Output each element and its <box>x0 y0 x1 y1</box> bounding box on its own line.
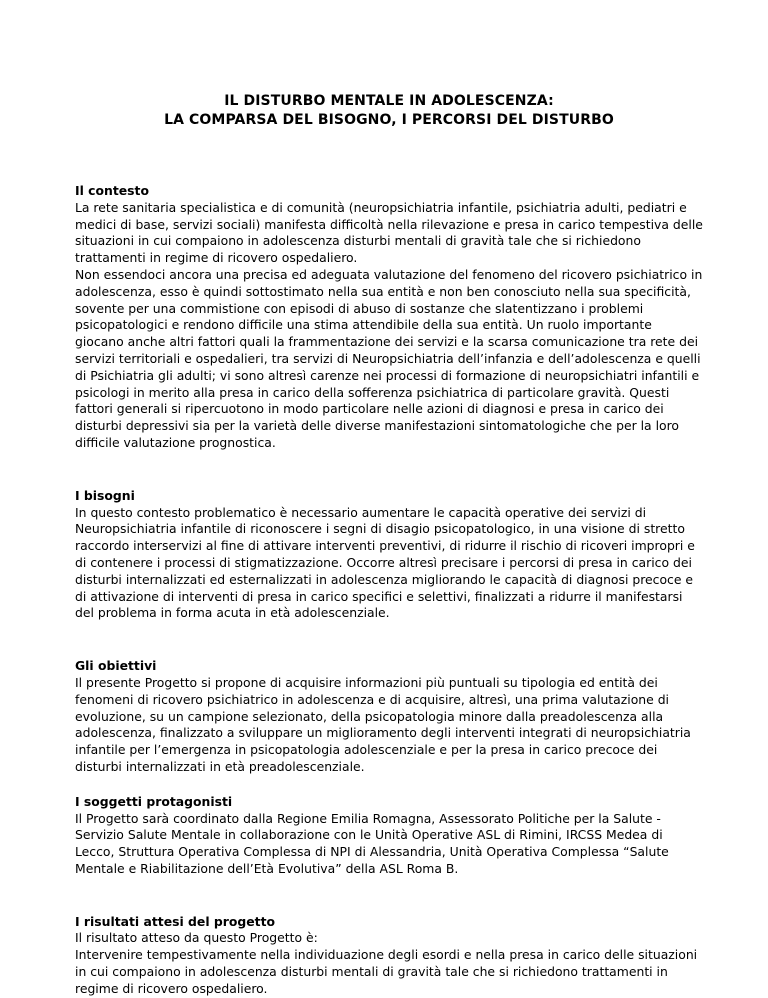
section-heading-soggetti: I soggetti protagonisti <box>75 793 233 809</box>
paragraph: Intervenire tempestivamente nella individuazione degli esordi e nella presa in carico delle situazioni in cui compaiono in adolescenza disturbi mentali di gravità tale che si richiedono trattamenti in regime di ricovero ospedaliero. <box>75 947 698 996</box>
paragraph: Il presente Progetto si propone di acquisire informazioni più puntuali su tipologia ed entità dei fenomeni di ricovero psichiatrico in adolescenza e di acquisire, altresì, una prima valutazione di evoluzione, su un campione selezionato, della psicopatologia minore dalla preadolescenza alla adolescenza, finalizzato a sviluppare un miglioramento degli interventi integrati di neuropsichiatria infantile per l’emergenza in psicopatologia adolescenziale e per la presa in carico precoce dei disturbi internalizzati in età preadolescenziale. <box>75 674 691 774</box>
title-line-2: LA COMPARSA DEL BISOGNO, I PERCORSI DEL DISTURBO <box>164 112 614 128</box>
paragraph: Il risultato atteso da questo Progetto è: <box>75 930 318 946</box>
section-heading-obiettivi: Gli obiettivi <box>75 658 157 674</box>
paragraph: In questo contesto problematico è necessario aumentare le capacità operative dei servizi di Neuropsichiatria infantile di riconoscere i segni di disagio psicopatologico, in una visione di stretto raccordo interservizi al fine di attivare interventi preventivi, di ridurre il rischio di ricoveri impropri e di contenere i processi di stigmatizzazione. Occorre altresì precisare i percorsi di presa in carico dei disturbi internalizzati ed esternalizzati in adolescenza migliorando le capacità di diagnosi precoce e di attivazione di interventi di presa in carico specifici e selettivi, finalizzati a ridurre il manifestarsi del problema in forma acuta in età adolescenziale. <box>75 504 695 621</box>
document-title <box>75 92 703 130</box>
paragraph: Non essendoci ancora una precisa ed adeguata valutazione del fenomeno del ricovero psichiatrico in adolescenza, esso è quindi sottostimato nella sua entità e non ben conosciuto nella sua specificità, sovente per una commistione con episodi di abuso di sostanze che slatentizzano i problemi psicopatologici e rendono difficile una stima attendibile della sua entità. Un ruolo importante giocano anche altri fattori quali la frammentazione dei servizi e la scarsa comunicazione tra rete dei servizi territoriali e ospedalieri, tra servizi di Neuropsichiatria dell’infanzia e dell’adolescenza e quelli di Psichiatria gli adulti; vi sono altresì carenze nei processi di formazione di neuropsichiatri infantili e psicologi in merito alla presa in carico della sofferenza psichiatrica di particolare gravità. Questi fattori generali si ripercuotono in modo particolare nelle azioni di diagnosi e presa in carico dei disturbi depressivi sia per la varietà delle diverse manifestazioni sintomatologiche che per la loro difficile valutazione prognostica. <box>75 266 703 450</box>
section-heading-risultati: I risultati attesi del progetto <box>75 913 275 929</box>
paragraph: La rete sanitaria specialistica e di comunità (neuropsichiatria infantile, psichiatria adulti, pediatri e medici di base, servizi sociali) manifesta difficoltà nella rilevazione e presa in carico tempestiva delle situazioni in cui compaiono in adolescenza disturbi mentali di gravità tale che si richiedono trattamenti in regime di ricovero ospedaliero. <box>75 199 703 266</box>
section-risultati <box>75 914 703 998</box>
section-contesto <box>75 183 703 452</box>
section-obiettivi <box>75 658 703 776</box>
paragraph: Il Progetto sarà coordinato dalla Regione Emilia Romagna, Assessorato Politiche per la Salute - Servizio Salute Mentale in collaborazione con le Unità Operative ASL di Rimini, IRCSS Medea di Lecco, Struttura Operativa Complessa di NPI di Alessandria, Unità Operativa Complessa “Salute Mentale e Riabilitazione dell’Età Evolutiva” della ASL Roma B. <box>75 810 669 876</box>
title-line-1: IL DISTURBO MENTALE IN ADOLESCENZA: <box>224 93 554 109</box>
section-heading-contesto: Il contesto <box>75 183 149 198</box>
document-page <box>75 0 703 998</box>
section-heading-bisogni: I bisogni <box>75 487 135 503</box>
section-soggetti <box>75 794 703 878</box>
section-bisogni <box>75 488 703 622</box>
